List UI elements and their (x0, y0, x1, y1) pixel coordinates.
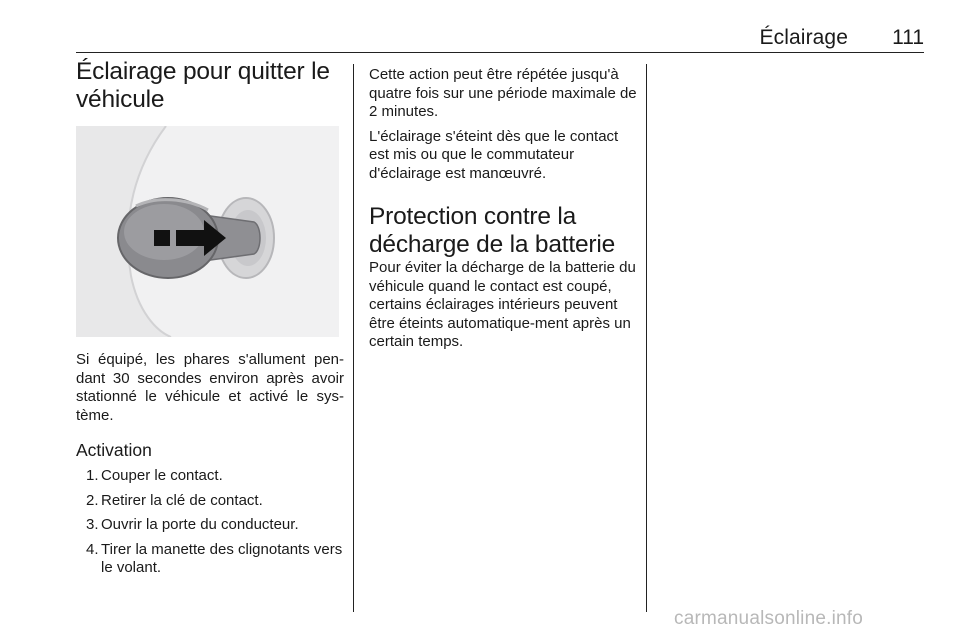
step-number: 1. (86, 467, 99, 484)
step-number: 3. (86, 516, 99, 533)
section-title-battery-protection (369, 203, 637, 259)
list-item (76, 467, 344, 486)
page-number: 111 (892, 26, 924, 49)
subsection-title-activation: Activation (76, 440, 152, 460)
step-text: Tirer la manette des clignotants vers le volant. (101, 540, 343, 576)
section-title-line: véhicule (76, 86, 165, 113)
step-text: Couper le contact. (101, 467, 223, 484)
step-number: 2. (86, 491, 99, 509)
list-item (76, 541, 344, 578)
step-number: 4. (86, 540, 99, 558)
section-title-line: Protection contre la (369, 203, 577, 230)
middle-column (369, 66, 637, 352)
intro-paragraph: Si équipé, les phares s'allument pen-dant 30 secondes environ après avoir stationné le véhicule et activé le sys-tème. (76, 351, 344, 424)
header-rule (76, 52, 924, 53)
repeat-paragraph: Cette action peut être répétée jusqu'à quatre fois sur une période maximale de 2 minutes. (369, 66, 637, 120)
column-divider-left (353, 64, 354, 612)
running-header-title: Éclairage (759, 26, 848, 49)
activation-steps-list (76, 467, 344, 578)
list-item (76, 516, 344, 535)
step-text: Retirer la clé de contact. (101, 491, 263, 509)
turn-signal-lever-illustration (76, 126, 339, 337)
left-column (76, 58, 344, 584)
column-divider-right (646, 64, 647, 612)
section-title-exit-lighting (76, 58, 344, 114)
list-item (76, 492, 344, 511)
watermark: carmanualsonline.info (674, 608, 864, 629)
section-title-line: décharge de la batterie (369, 231, 616, 258)
switch-off-paragraph: L'éclairage s'éteint dès que le contact est mis ou que le commutateur d'éclairage est manœuvré. (369, 127, 619, 182)
battery-paragraph: Pour éviter la décharge de la batterie du véhicule quand le contact est coupé, certains éclairages intérieurs peuvent être éteints automatique-ment après un certain temps. (369, 259, 636, 350)
step-text: Ouvrir la porte du conducteur. (101, 516, 299, 533)
section-title-line: Éclairage pour quitter le (76, 58, 330, 85)
